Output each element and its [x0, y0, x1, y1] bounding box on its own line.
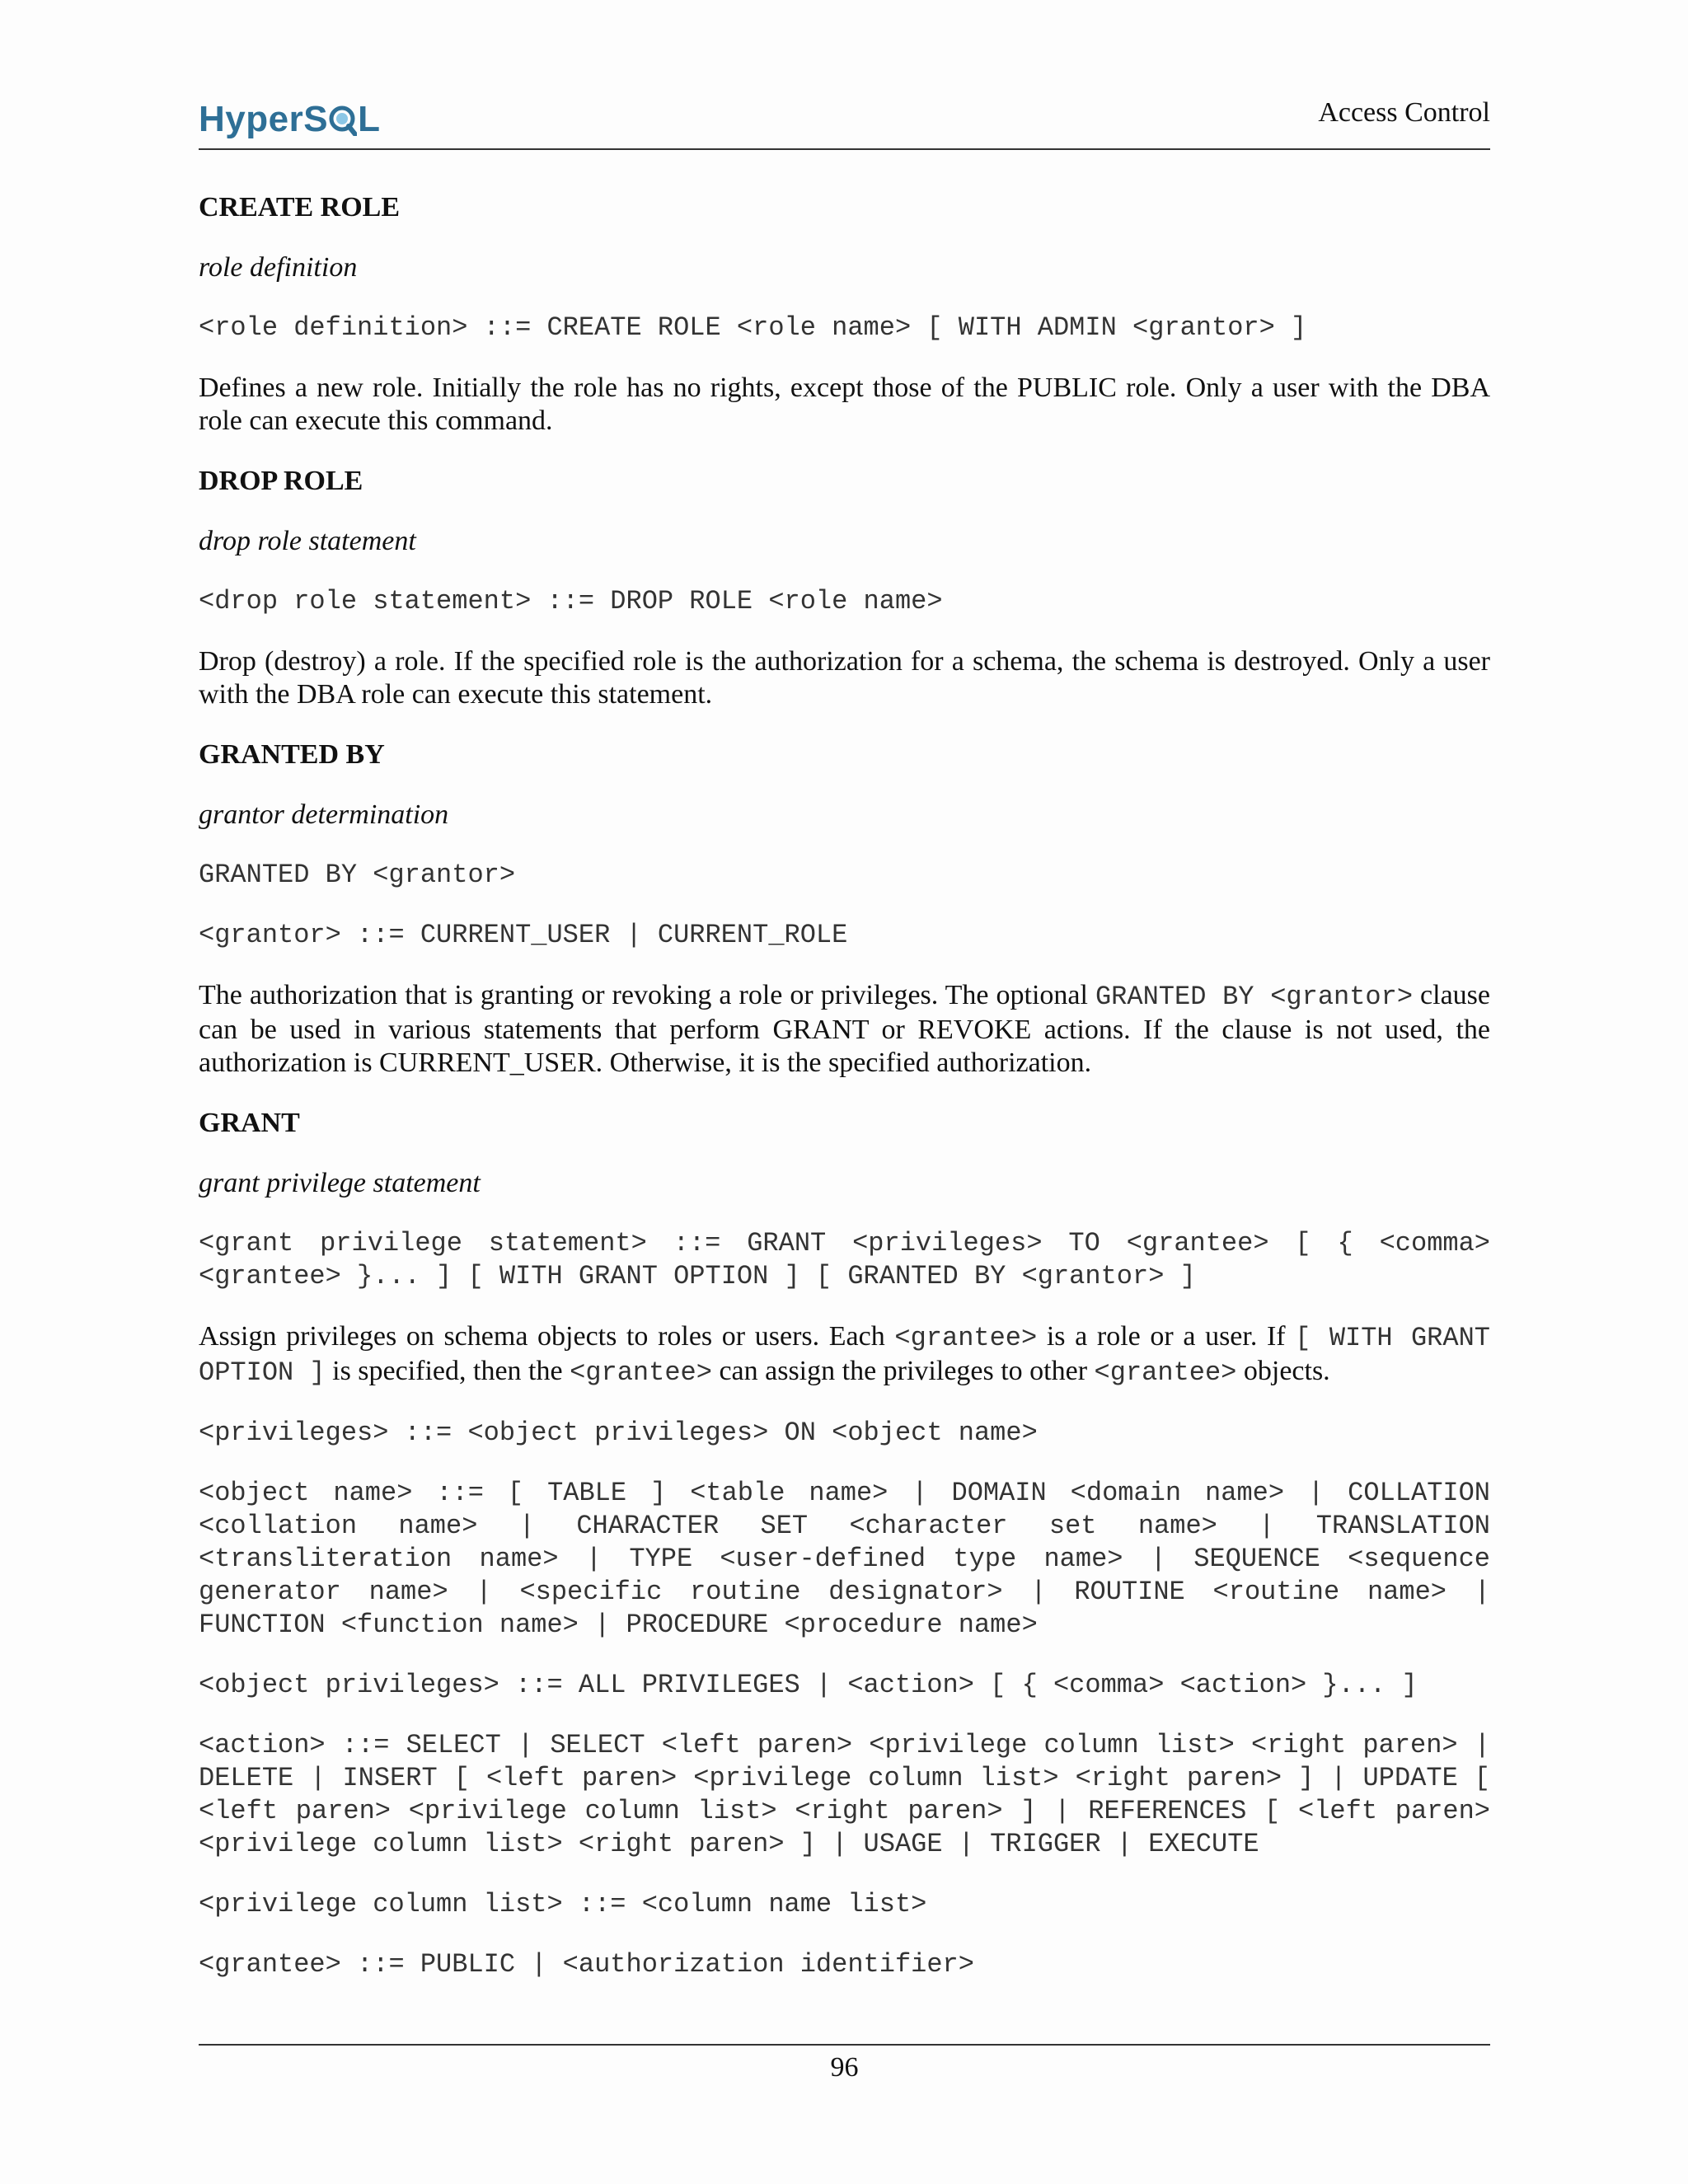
chapter-title: Access Control	[1318, 97, 1490, 128]
inline-code: <grantee>	[894, 1323, 1038, 1353]
document-body	[199, 191, 1490, 2008]
syntax-granted-by: GRANTED BY <grantor>	[199, 860, 516, 890]
subheading-role-definition: role definition	[199, 252, 358, 283]
desc-text: is specified, then the	[325, 1356, 570, 1386]
desc-create-role: Defines a new role. Initially the role has no rights, except those of the PUBLIC role. Only a user with the DBA role can execute this command.	[199, 373, 1490, 436]
inline-code: GRANTED BY <grantor>	[1095, 982, 1414, 1012]
magnifier-q-icon	[329, 103, 357, 136]
syntax-action: <action> ::= SELECT | SELECT <left paren> <privilege column list> <right paren> | DELETE | INSERT [ <left paren> <privilege column list> <right paren> ] | UPDATE [ <left paren> <privilege column list> <right paren> ] | REFERENCES [ <left paren> <privilege column list> <right paren> ] | USAGE | TRIGGER | EXECUTE	[199, 1730, 1490, 1859]
syntax-object-name: <object name> ::= [ TABLE ] <table name> | DOMAIN <domain name> | COLLATION <collation name> | CHARACTER SET <character set name> | TRANSLATION <transliteration name> | TYPE <user-defined type name> | SEQUENCE <sequence generator name> | <specific routine designator> | ROUTINE <routine name> | FUNCTION <function name> | PROCEDURE <procedure name>	[199, 1478, 1490, 1640]
page-number: 96	[830, 2052, 859, 2083]
syntax-grantor: <grantor> ::= CURRENT_USER | CURRENT_ROLE	[199, 920, 848, 950]
desc-drop-role: Drop (destroy) a role. If the specified role is the authorization for a schema, the schema is destroyed. Only a user with the DBA role can execute this statement.	[199, 646, 1490, 710]
hypersql-logo	[199, 99, 380, 140]
syntax-grant-privilege: <grant privilege statement> ::= GRANT <privileges> TO <grantee> [ { <comma> <grantee> }... ] [ WITH GRANT OPTION ] [ GRANTED BY <grantor> ]	[199, 1228, 1490, 1291]
desc-granted-by	[199, 979, 1490, 1080]
heading-grant: GRANT	[199, 1108, 300, 1138]
desc-grant	[199, 1320, 1490, 1390]
logo-text-right: L	[358, 99, 381, 139]
syntax-role-definition: <role definition> ::= CREATE ROLE <role name> [ WITH ADMIN <grantor> ]	[199, 312, 1307, 343]
page-header	[199, 89, 1490, 150]
subheading-grant-privilege: grant privilege statement	[199, 1168, 481, 1198]
desc-text: clause can be used in various statements that perform GRANT or REVOKE actions. If the clause is not used, the authorization is CURRENT_USER. Otherwise, it is the specified authorization.	[199, 980, 1491, 1078]
page-footer	[199, 2044, 1490, 2083]
inline-code: <grantee>	[1094, 1357, 1237, 1388]
heading-create-role: CREATE ROLE	[199, 192, 401, 223]
syntax-grantee: <grantee> ::= PUBLIC | <authorization identifier>	[199, 1949, 974, 1980]
syntax-privilege-column-list: <privilege column list> ::= <column name list>	[199, 1889, 927, 1919]
heading-drop-role: DROP ROLE	[199, 466, 363, 496]
subheading-grantor-determination: grantor determination	[199, 799, 449, 830]
desc-text: can assign the privileges to other	[711, 1356, 1095, 1386]
syntax-object-privileges: <object privileges> ::= ALL PRIVILEGES | <action> [ { <comma> <action> }... ]	[199, 1670, 1418, 1700]
heading-granted-by: GRANTED BY	[199, 739, 385, 770]
desc-text: The authorization that is granting or revoking a role or privileges. The optional	[199, 980, 1095, 1010]
desc-text: Assign privileges on schema objects to roles or users. Each	[199, 1321, 895, 1352]
subheading-drop-role: drop role statement	[199, 526, 416, 556]
desc-text: is a role or a user. If	[1037, 1321, 1296, 1352]
inline-code: <grantee>	[570, 1357, 712, 1388]
desc-text: objects.	[1236, 1356, 1330, 1386]
syntax-privileges: <privileges> ::= <object privileges> ON <object name>	[199, 1418, 1038, 1448]
logo-text-left: HyperS	[199, 99, 329, 139]
inline-code: [ WITH GRANT OPTION ]	[199, 1323, 1490, 1388]
syntax-drop-role: <drop role statement> ::= DROP ROLE <role name>	[199, 586, 943, 616]
